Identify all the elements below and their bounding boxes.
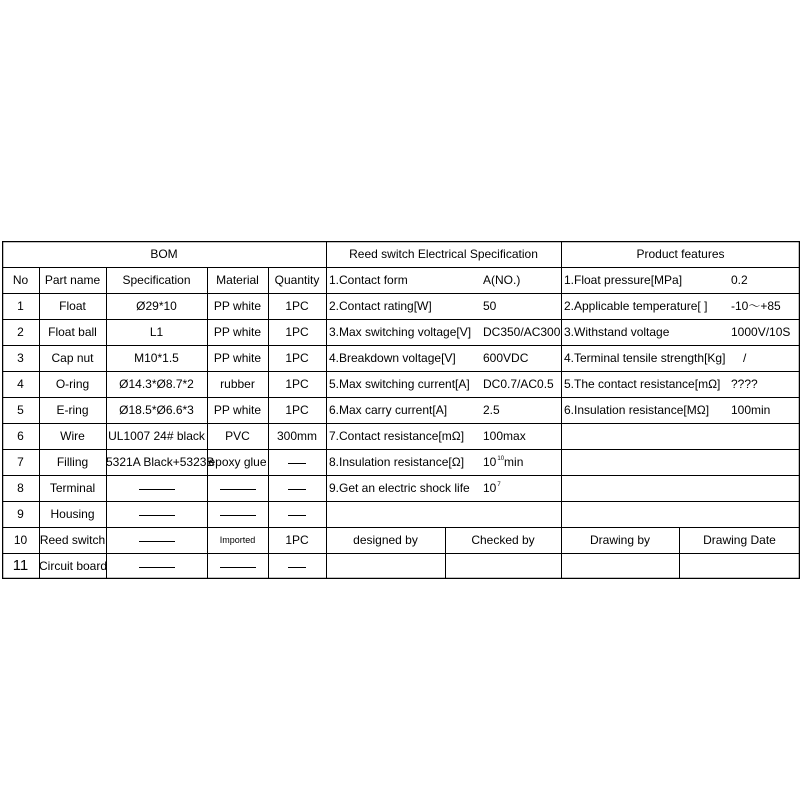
- bom-spec-cell: Ø29*10: [136, 299, 177, 313]
- bom-material-cell: rubber: [220, 377, 255, 391]
- reed-title: Reed switch Electrical Specification: [349, 247, 538, 261]
- bom-no-cell: 4: [17, 377, 24, 391]
- bom-no-cell: 1: [17, 299, 24, 313]
- bom-spec-cell: Ø18.5*Ø6.6*3: [119, 403, 194, 417]
- bom-spec-cell: UL1007 24# black: [108, 429, 205, 443]
- bom-part-cell: Reed switch: [39, 533, 106, 547]
- bom-part-cell: Cap nut: [51, 351, 94, 365]
- reed-spec-label: 2.Contact rating[W]: [329, 299, 432, 313]
- bom-material-dash: [207, 475, 268, 501]
- product-feature-value: /: [743, 351, 747, 365]
- bom-qty-dash: [268, 475, 326, 501]
- bom-spec-dash-line: [139, 489, 175, 490]
- product-feature-label: 2.Applicable temperature[ ]: [564, 299, 708, 313]
- bom-part-cell: Housing: [50, 507, 95, 521]
- bom-spec-cell: 5321A Black+5323B: [106, 455, 215, 469]
- bom-qty-cell: 1PC: [285, 533, 309, 547]
- bom-no-cell: 3: [17, 351, 24, 365]
- spec-sheet: [2, 241, 800, 579]
- reed-spec-label: 7.Contact resistance[mΩ]: [329, 429, 465, 443]
- product-title: Product features: [636, 247, 725, 261]
- product-feature-label: 1.Float pressure[MPa]: [564, 273, 683, 287]
- bom-spec-cell: L1: [149, 325, 164, 339]
- bom-material-dash-line: [220, 515, 256, 516]
- reed-spec-value: [483, 423, 563, 449]
- bom-no-cell: 10: [13, 533, 28, 547]
- bom-material-cell: PP white: [213, 403, 262, 417]
- product-feature-value: ????: [731, 377, 758, 391]
- product-feature-value: 1000V/10S: [731, 325, 791, 339]
- reed-spec-exponent: 7: [497, 482, 501, 488]
- bom-spec-dash-line: [139, 541, 175, 542]
- bom-material-cell: epoxy glue: [208, 455, 267, 469]
- bom-no-cell: 8: [17, 481, 24, 495]
- bom-part-cell: Float ball: [48, 325, 97, 339]
- bom-spec-dash: [106, 501, 207, 527]
- drawing-by-label: Drawing by: [589, 533, 651, 547]
- designed-by-label: designed by: [353, 533, 418, 547]
- reed-spec-label: 1.Contact form: [329, 273, 408, 287]
- bom-part-cell: Float: [59, 299, 86, 313]
- bom-material-cell: PP white: [213, 299, 262, 313]
- bom-material-dash: [207, 553, 268, 579]
- bom-material-dash-line: [220, 567, 256, 568]
- bom-material-cell: PP white: [213, 351, 262, 365]
- bom-material-cell: PP white: [213, 325, 262, 339]
- reed-spec-value: [483, 397, 563, 423]
- reed-spec-label: 4.Breakdown voltage[V]: [329, 351, 456, 365]
- bom-header-part: Part name: [44, 273, 101, 287]
- bom-qty-dash: [268, 553, 326, 579]
- reed-spec-value-text: 10: [483, 481, 497, 495]
- bom-qty-dash-line: [288, 463, 306, 464]
- bom-qty-dash-line: [288, 515, 306, 516]
- reed-spec-label: 3.Max switching voltage[V]: [329, 325, 472, 339]
- reed-spec-value-text: 50: [483, 299, 497, 313]
- product-feature-value: 100min: [731, 403, 771, 417]
- bom-header-spec: Specification: [122, 273, 191, 287]
- bom-spec-cell: M10*1.5: [134, 351, 179, 365]
- bom-qty-dash: [268, 501, 326, 527]
- bom-no-cell: 5: [17, 403, 24, 417]
- reed-spec-value-text: 600VDC: [483, 351, 529, 365]
- reed-spec-value: [483, 293, 563, 319]
- reed-spec-value-text: 100max: [483, 429, 526, 443]
- reed-spec-value: [483, 371, 563, 397]
- reed-spec-value-text: DC0.7/AC0.5: [483, 377, 554, 391]
- reed-spec-label: 8.Insulation resistance[Ω]: [329, 455, 465, 469]
- reed-spec-value: [483, 267, 563, 293]
- reed-spec-label: 9.Get an electric shock life: [329, 481, 470, 495]
- reed-spec-value-text: DC350/AC300: [483, 325, 561, 339]
- reed-spec-label: 5.Max switching current[A]: [329, 377, 470, 391]
- bom-spec-cell: Ø14.3*Ø8.7*2: [119, 377, 194, 391]
- product-feature-value: 0.2: [731, 273, 748, 287]
- product-feature-label: 3.Withstand voltage: [564, 325, 670, 339]
- reed-spec-value: [483, 449, 563, 475]
- bom-qty-cell: 1PC: [285, 403, 309, 417]
- bom-qty-dash-line: [288, 489, 306, 490]
- checked-by-label: Checked by: [471, 533, 535, 547]
- bom-no-cell: 9: [17, 507, 24, 521]
- bom-part-cell: Circuit board: [39, 559, 108, 573]
- bom-no-cell: 2: [17, 325, 24, 339]
- reed-spec-value: [483, 319, 563, 345]
- bom-material-cell: PVC: [225, 429, 250, 443]
- bom-spec-dash-line: [139, 567, 175, 568]
- bom-no-cell: 6: [17, 429, 24, 443]
- product-feature-value: -10～+85: [731, 299, 781, 313]
- bom-part-cell: Filling: [56, 455, 89, 469]
- bom-qty-cell: 1PC: [285, 377, 309, 391]
- bom-qty-dash: [268, 449, 326, 475]
- reed-spec-value-text: 2.5: [483, 403, 500, 417]
- bom-spec-dash: [106, 475, 207, 501]
- bom-title: BOM: [150, 247, 178, 261]
- reed-spec-label: 6.Max carry current[A]: [329, 403, 448, 417]
- bom-spec-dash: [106, 553, 207, 579]
- bom-material-cell: Imported: [219, 535, 256, 545]
- reed-spec-value-text: 10: [483, 455, 497, 469]
- bom-qty-dash-line: [288, 567, 306, 568]
- bom-qty-cell: 1PC: [285, 299, 309, 313]
- reed-spec-exponent: 10: [497, 456, 505, 462]
- bom-qty-cell: 1PC: [285, 325, 309, 339]
- bom-part-cell: Terminal: [49, 481, 96, 495]
- bom-qty-cell: 1PC: [285, 351, 309, 365]
- reed-spec-value: [483, 475, 563, 501]
- reed-spec-value: [483, 345, 563, 371]
- bom-no-cell: 11: [12, 557, 29, 574]
- bom-part-cell: O-ring: [55, 377, 90, 391]
- bom-material-dash-line: [220, 489, 256, 490]
- product-feature-label: 5.The contact resistance[mΩ]: [564, 377, 721, 391]
- bom-header-qty: Quantity: [274, 273, 320, 287]
- bom-material-dash: [207, 501, 268, 527]
- bom-part-cell: E-ring: [56, 403, 89, 417]
- bom-header-material: Material: [216, 273, 259, 287]
- bom-spec-dash-line: [139, 515, 175, 516]
- bom-part-cell: Wire: [60, 429, 85, 443]
- drawing-date-label: Drawing Date: [703, 533, 776, 547]
- product-feature-label: 6.Insulation resistance[MΩ]: [564, 403, 710, 417]
- bom-qty-cell: 300mm: [276, 429, 317, 443]
- reed-spec-value-text: A(NO.): [483, 273, 521, 287]
- bom-no-cell: 7: [17, 455, 24, 469]
- reed-spec-suffix: min: [504, 455, 524, 469]
- bom-spec-dash: [106, 527, 207, 553]
- bom-header-no: No: [12, 273, 29, 287]
- product-feature-label: 4.Terminal tensile strength[Kg]: [564, 351, 726, 365]
